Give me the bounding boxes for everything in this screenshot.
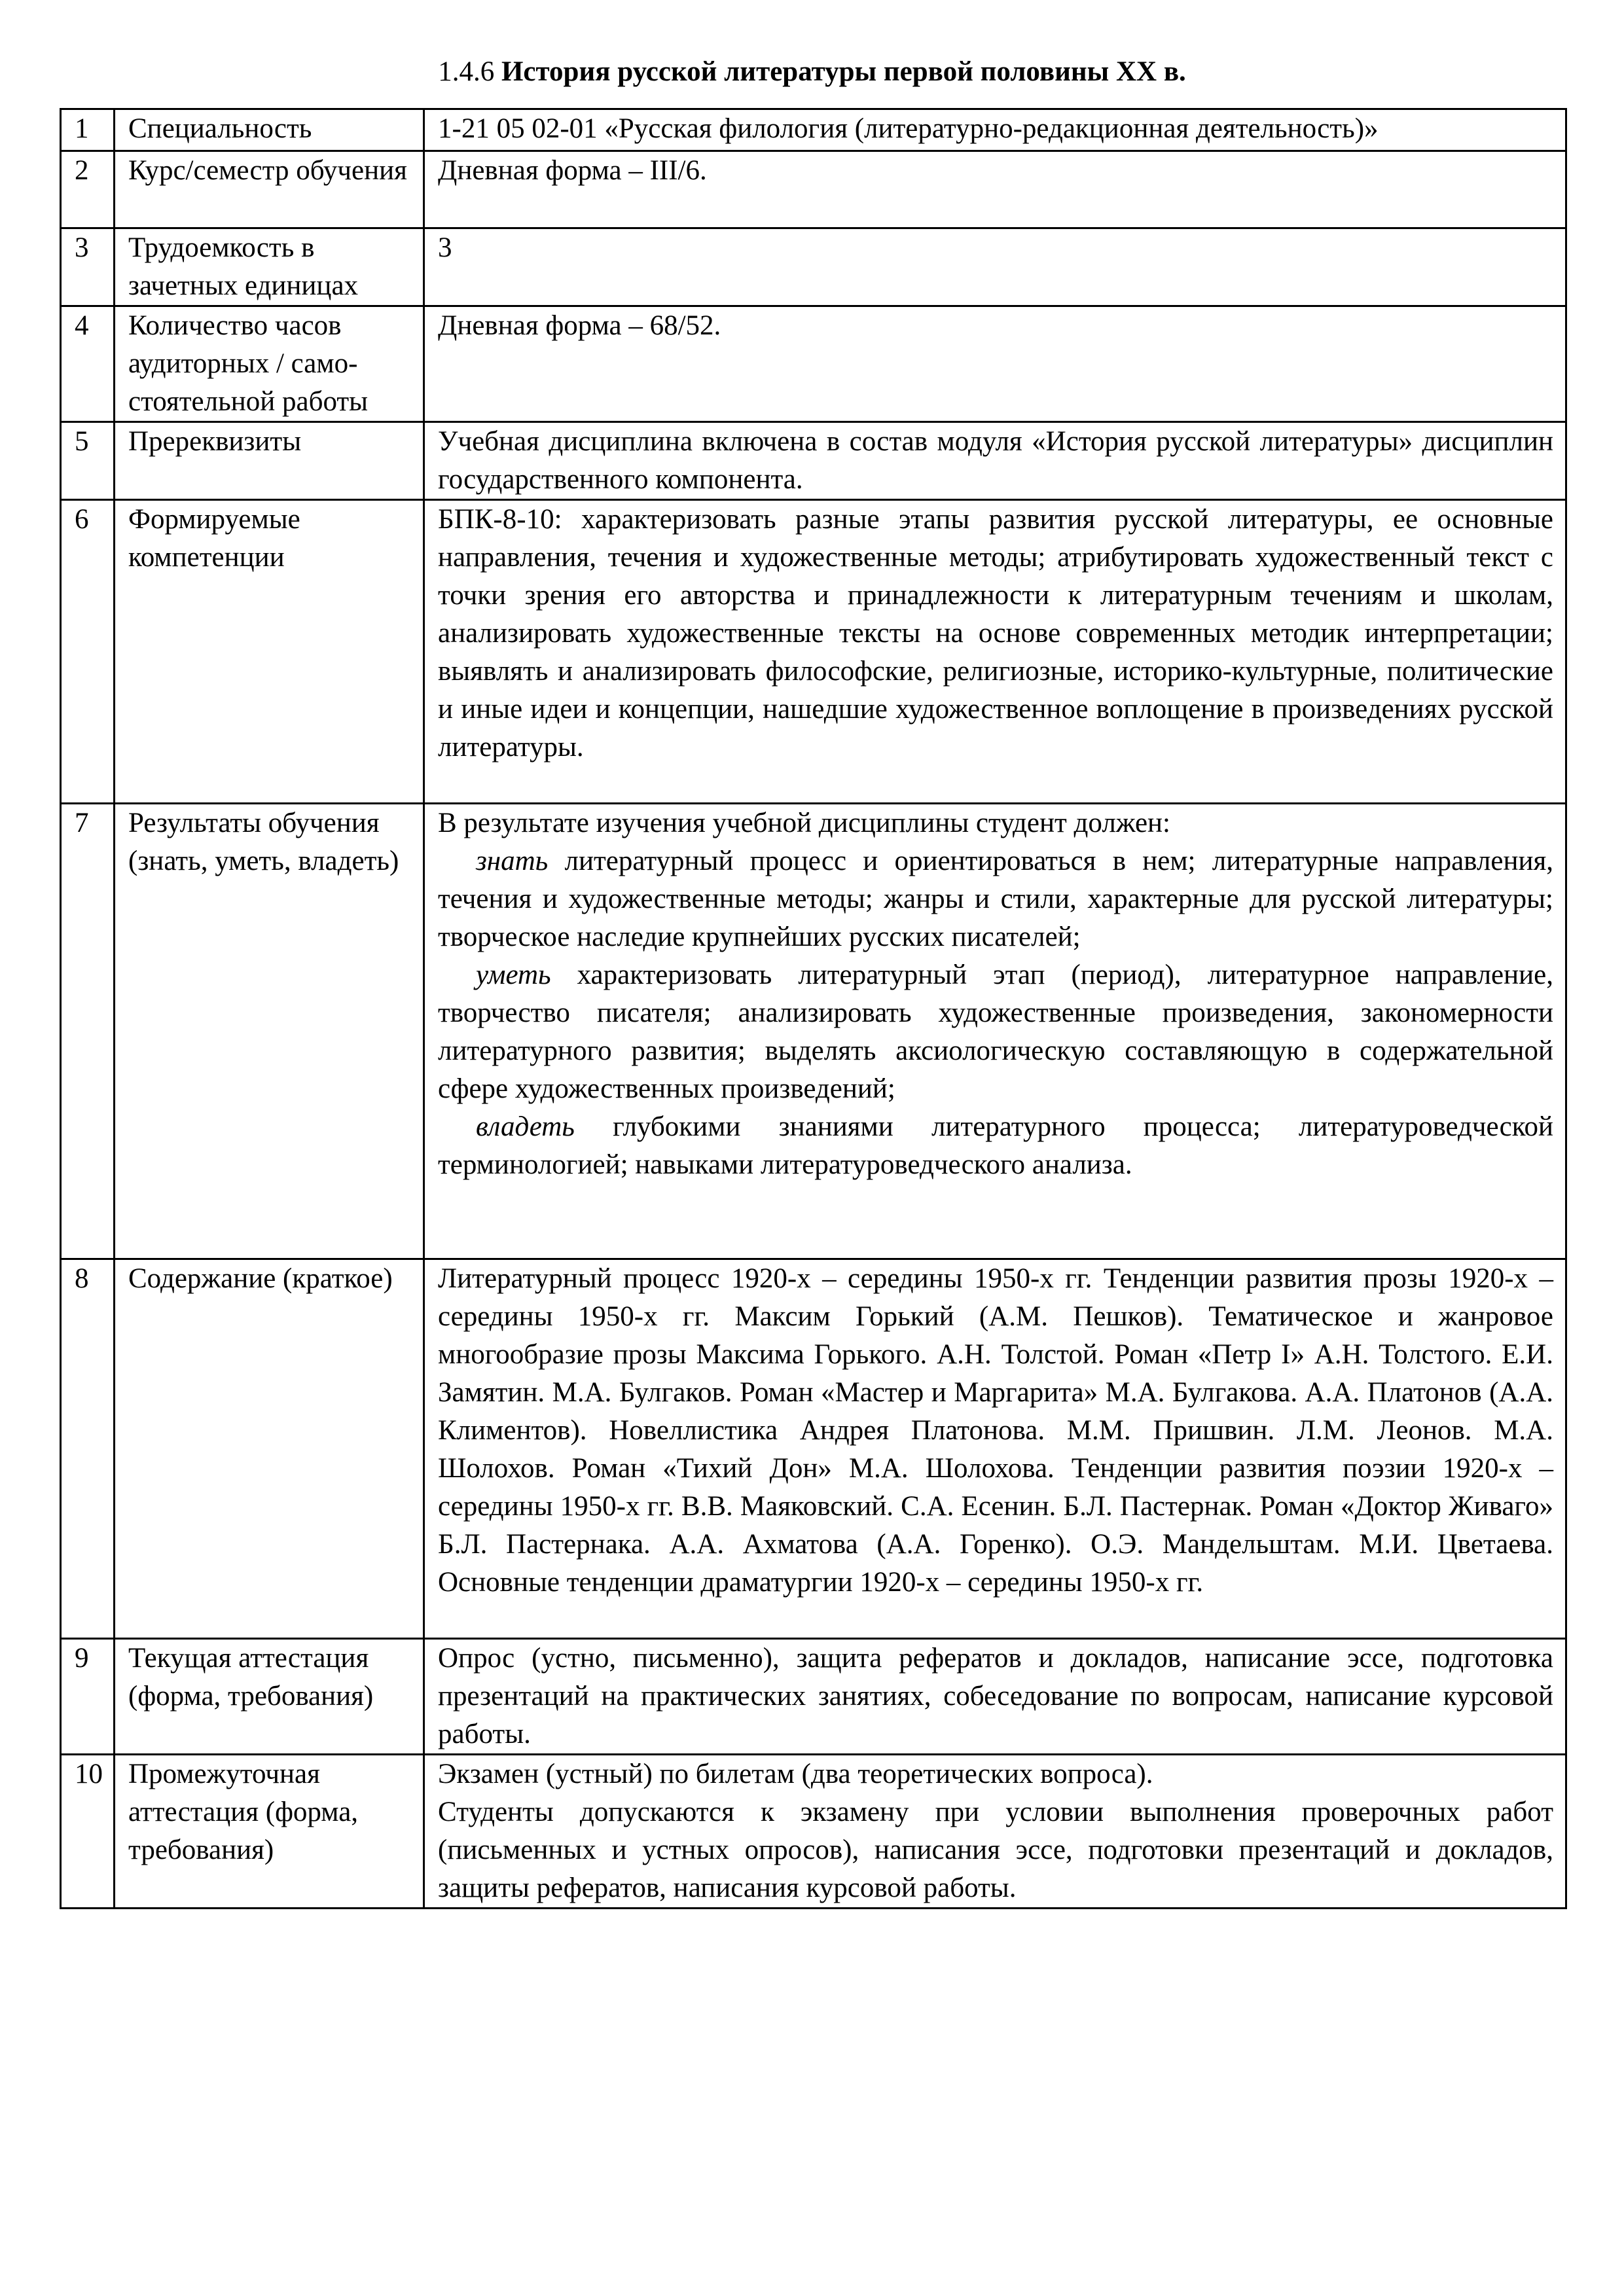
row-number: 4 <box>61 306 115 422</box>
exam-requirements: Студенты допускаются к экзамену при условии выполнения проверочных работ (письменных и устных опросов), написания эссе, подготовки презентаций и докладов, защиты рефератов, написания курсовой работы. <box>438 1797 1553 1903</box>
row-label: Специальность <box>115 109 424 151</box>
row-label: Содержание (краткое) <box>115 1259 424 1639</box>
row-number: 1 <box>61 109 115 151</box>
table-row <box>61 804 1566 1259</box>
table-row <box>61 1639 1566 1755</box>
row-value: Литературный процесс 1920-х – середины 1950-х гг. Тенденции развития прозы 1920-х – середины 1950-х гг. Максим Горький (А.М. Пешков). Тематическое и жанровое многообразие прозы Максима Горького. А.Н. Толстой. Роман «Петр I» А.Н. Толстого. Е.И. Замятин. М.А. Булгаков. Роман «Мастер и Маргарита» М.А. Булгакова. А.А. Платонов (А.А. Климентов). Новеллистика Андрея Платонова. М.М. Пришвин. Л.М. Леонов. М.А. Шолохов. Роман «Тихий Дон» М.А. Шолохова. Тенденции развития поэзии 1920-х – середины 1950-х гг. В.В. Маяковский. С.А. Есенин. Б.Л. Пастернак. Роман «Доктор Живаго» Б.Л. Пастернака. А.А. Ахматова (А.А. Горенко). О.Э. Мандельштам. М.И. Цветаева. Основные тенденции драматургии 1920-х – середины 1950-х гг. <box>424 1259 1566 1639</box>
title-number: 1.4.6 <box>438 56 495 87</box>
row-label: Формируемые компетенции <box>115 500 424 804</box>
table-row <box>61 151 1566 228</box>
title-text: История русской литературы первой половины XX в. <box>501 56 1186 87</box>
learning-intro: В результате изучения учебной дисциплины студент должен: <box>438 808 1171 838</box>
row-label: Пререквизиты <box>115 422 424 500</box>
row-number: 3 <box>61 228 115 306</box>
row-number: 5 <box>61 422 115 500</box>
row-label: Курс/семестр обучения <box>115 151 424 228</box>
table-row <box>61 1755 1566 1909</box>
row-label: Трудоемкость в зачетных единицах <box>115 228 424 306</box>
row-value: Опрос (устно, письменно), защита рефератов и докладов, написание эссе, подготовка презентаций на практических занятиях, собеседование по вопросам, написание курсовой работы. <box>424 1639 1566 1755</box>
row-value: Дневная форма – III/6. <box>424 151 1566 228</box>
row-value: Учебная дисциплина включена в состав модуля «История русской литературы» дисциплин государственного компонента. <box>424 422 1566 500</box>
row-value: 1-21 05 02-01 «Русская филология (литературно-редакционная деятельность)» <box>424 109 1566 151</box>
row-label: Количество часов аудиторных / само-стоятельной работы <box>115 306 424 422</box>
row-value <box>424 1755 1566 1909</box>
row-number: 9 <box>61 1639 115 1755</box>
row-number: 8 <box>61 1259 115 1639</box>
document-title <box>0 54 1624 90</box>
table-row <box>61 500 1566 804</box>
table-row <box>61 1259 1566 1639</box>
table-row <box>61 422 1566 500</box>
row-value: 3 <box>424 228 1566 306</box>
table-row <box>61 228 1566 306</box>
learning-know <box>438 842 1553 956</box>
learning-own <box>438 1108 1553 1184</box>
own-text: глубокими знаниями литературного процесса; литературоведческой терминологией; навыками литературоведческого анализа. <box>438 1111 1553 1180</box>
row-number: 10 <box>61 1755 115 1909</box>
own-label: владеть <box>476 1111 575 1142</box>
row-value: Дневная форма – 68/52. <box>424 306 1566 422</box>
discipline-table <box>60 108 1567 1909</box>
row-number: 2 <box>61 151 115 228</box>
row-label: Промежуточная аттестация (форма, требования) <box>115 1755 424 1909</box>
know-label: знать <box>476 846 549 876</box>
row-value: БПК-8-10: характеризовать разные этапы развития русской литературы, ее основные направления, течения и художественные методы; атрибутировать художественный текст с точки зрения его авторства и принадлежности к литературным течениям и школам, анализировать художественные тексты на основе современных методик интерпретации; выявлять и анализировать философские, религиозные, историко-культурные, политические и иные идеи и концепции, нашедшие художественное воплощение в произведениях русской литературы. <box>424 500 1566 804</box>
can-label: уметь <box>476 960 551 990</box>
table-row <box>61 109 1566 151</box>
know-text: литературный процесс и ориентироваться в нем; литературные направления, течения и художественные методы; жанры и стили, характерные для русской литературы; творческое наследие крупнейших русских писателей; <box>438 846 1553 952</box>
row-number: 7 <box>61 804 115 1259</box>
exam-form: Экзамен (устный) по билетам (два теоретических вопроса). <box>438 1759 1153 1789</box>
row-label: Текущая аттестация (форма, требования) <box>115 1639 424 1755</box>
row-label: Результаты обучения (знать, уметь, владеть) <box>115 804 424 1259</box>
can-text: характеризовать литературный этап (период), литературное направление, творчество писателя; анализировать художественные произведения, закономерности литературного развития; выделять аксиологическую составляющую в содержательной сфере художественных произведений; <box>438 960 1553 1104</box>
row-value <box>424 804 1566 1259</box>
table-row <box>61 306 1566 422</box>
learning-can <box>438 956 1553 1108</box>
row-number: 6 <box>61 500 115 804</box>
